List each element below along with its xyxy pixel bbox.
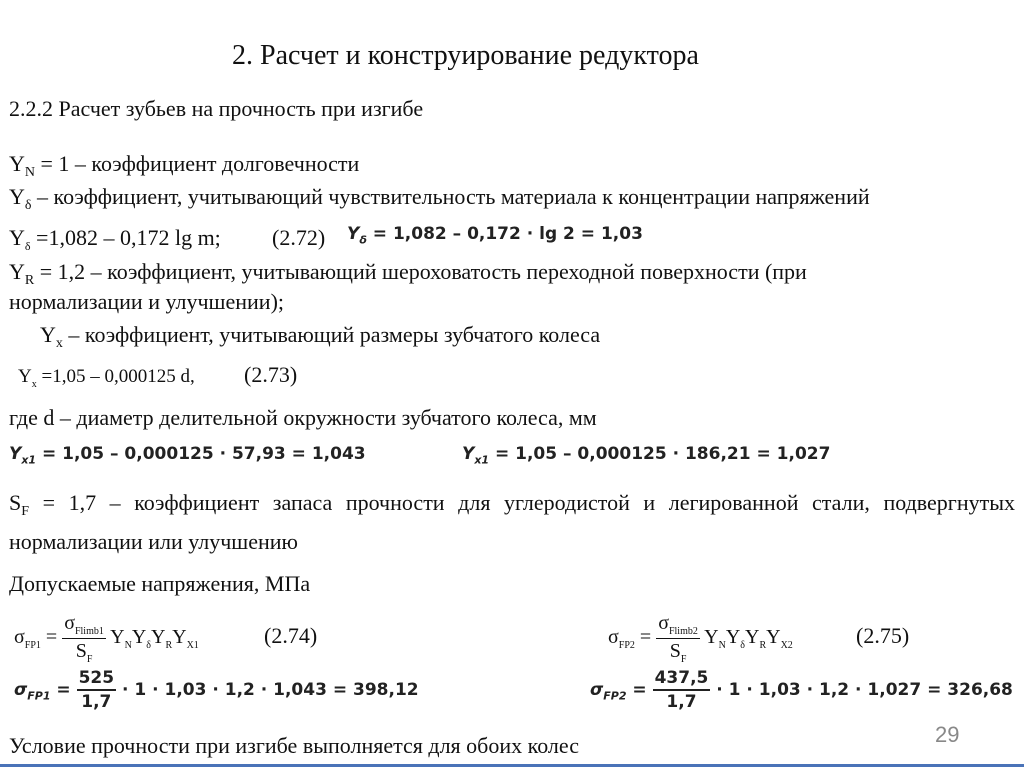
section-heading: 2.2.2 Расчет зубьев на прочность при изгибе: [9, 96, 424, 121]
factor: $Y_N$: [110, 626, 132, 652]
definition-text: – коэффициент, учитывающий размеры зубчатого колеса: [62, 322, 601, 347]
calculation-expression: · 1 · 1,03 · 1,2 · 1,043 = 398,12: [116, 680, 419, 700]
definition-text: = 1 – коэффициент долговечности: [35, 151, 360, 176]
subscript: Flimb2: [668, 626, 698, 637]
equation-number-2-73: (2.73): [244, 362, 298, 387]
definition-text: = 1,2 – коэффициент, учитывающий шероховатость переходной поверхности (при: [34, 259, 807, 284]
calculation-expression: = 1,05 – 0,000125 · 186,21 = 1,027: [489, 444, 831, 464]
symbol: Y: [9, 259, 25, 284]
symbol: σ: [14, 680, 28, 700]
equals: =: [634, 626, 657, 649]
factor: $Y_N$: [704, 626, 726, 652]
yn-line: [9, 151, 359, 186]
yx-formula: [18, 366, 195, 390]
lhs-symbol: σ: [14, 626, 25, 649]
numerator: 437,5: [653, 668, 711, 691]
denominator: [656, 639, 700, 665]
fraction: [653, 668, 711, 712]
symbol: S: [9, 490, 22, 515]
page-number: 29: [935, 722, 960, 747]
subscript: δ: [359, 233, 367, 247]
factor: $Y_R$: [745, 626, 767, 652]
factor: $Y_{X2}$: [766, 626, 793, 652]
allowable-stress-heading: Допускаемые напряжения, МПа: [9, 571, 311, 596]
formula-2-74: [14, 612, 199, 665]
equals: =: [50, 680, 77, 700]
slide-title: 2. Расчет и конструирование редуктора: [232, 40, 699, 71]
symbol: σ: [64, 612, 75, 634]
numerator: 525: [77, 668, 117, 691]
subscript: F: [21, 504, 30, 519]
ydelta-calculation: [347, 224, 643, 246]
numerator: [62, 612, 106, 639]
symbol: Y: [9, 225, 25, 250]
symbol: Y: [347, 224, 360, 244]
equals: =: [626, 680, 653, 700]
symbol: Y: [9, 151, 25, 176]
ydelta-line: [9, 184, 870, 219]
subscript: x1: [474, 453, 490, 467]
subscript: x1: [21, 453, 37, 467]
symbol: Y: [9, 444, 22, 464]
subscript: FP2: [603, 689, 627, 703]
subscript: x: [31, 379, 37, 390]
subscript: F: [680, 654, 687, 665]
subscript: δ: [24, 198, 32, 213]
symbol: Y: [9, 184, 25, 209]
stress-calculation-1: [14, 668, 419, 712]
definition-text: – коэффициент, учитывающий чувствительность материала к концентрации напряжений: [31, 184, 870, 209]
numerator: [656, 612, 700, 639]
d-definition: где d – диаметр делительной окружности зубчатого колеса, мм: [9, 405, 597, 430]
sf-paragraph: [9, 488, 1015, 557]
subscript: F: [86, 654, 93, 665]
symbol: S: [669, 640, 681, 662]
equation-number-2-74: (2.74): [264, 623, 318, 648]
symbol: Y: [18, 366, 32, 387]
lhs-symbol: σ: [608, 626, 619, 649]
denominator: 1,7: [81, 692, 112, 712]
symbol: σ: [590, 680, 604, 700]
subscript: δ: [24, 239, 31, 253]
formula-expression: =1,082 – 0,172 lg m;: [30, 225, 221, 250]
subscript: N: [24, 165, 36, 180]
yx1-calculation-b: [462, 444, 830, 466]
fraction: [656, 612, 700, 665]
denominator: 1,7: [666, 692, 697, 712]
definition-text: = 1,7 – коэффициент запаса прочности для углеродистой и легированной стали, подвергнутых нормализации или улучшению: [9, 490, 1015, 554]
lhs-subscript: FP2: [618, 640, 635, 652]
symbol: S: [75, 640, 87, 662]
fraction: [62, 612, 106, 665]
ydelta-formula: [9, 225, 221, 259]
symbol: Y: [462, 444, 475, 464]
symbol: σ: [658, 612, 669, 634]
yr-line-2: нормализации и улучшении);: [9, 289, 285, 314]
subscript: FP1: [27, 689, 51, 703]
yx1-calculation-a: [9, 444, 366, 466]
formula-2-75: [608, 612, 793, 665]
yx-line: [40, 322, 600, 357]
conclusion-text: Условие прочности при изгибе выполняется для обоих колес: [9, 733, 579, 758]
fraction: [77, 668, 117, 712]
subscript: R: [24, 273, 35, 288]
subscript: x: [55, 336, 63, 351]
lhs-subscript: FP1: [24, 640, 41, 652]
symbol: Y: [40, 322, 56, 347]
factor: $Y_\delta$: [725, 626, 745, 652]
equation-number-2-75: (2.75): [856, 623, 910, 648]
factor: $Y_\delta$: [131, 626, 151, 652]
factor: $Y_R$: [151, 626, 173, 652]
formula-expression: =1,05 – 0,000125 d,: [36, 366, 195, 387]
denominator: [62, 639, 106, 665]
equals: =: [40, 626, 63, 649]
calculation-expression: · 1 · 1,03 · 1,2 · 1,027 = 326,68: [710, 680, 1013, 700]
subscript: Flimb1: [74, 626, 104, 637]
calculation-expression: = 1,082 – 0,172 · lg 2 = 1,03: [366, 224, 643, 244]
equation-number-2-72: (2.72): [272, 225, 326, 250]
calculation-expression: = 1,05 – 0,000125 · 57,93 = 1,043: [36, 444, 366, 464]
factor: $Y_{X1}$: [172, 626, 199, 652]
stress-calculation-2: [590, 668, 1013, 712]
